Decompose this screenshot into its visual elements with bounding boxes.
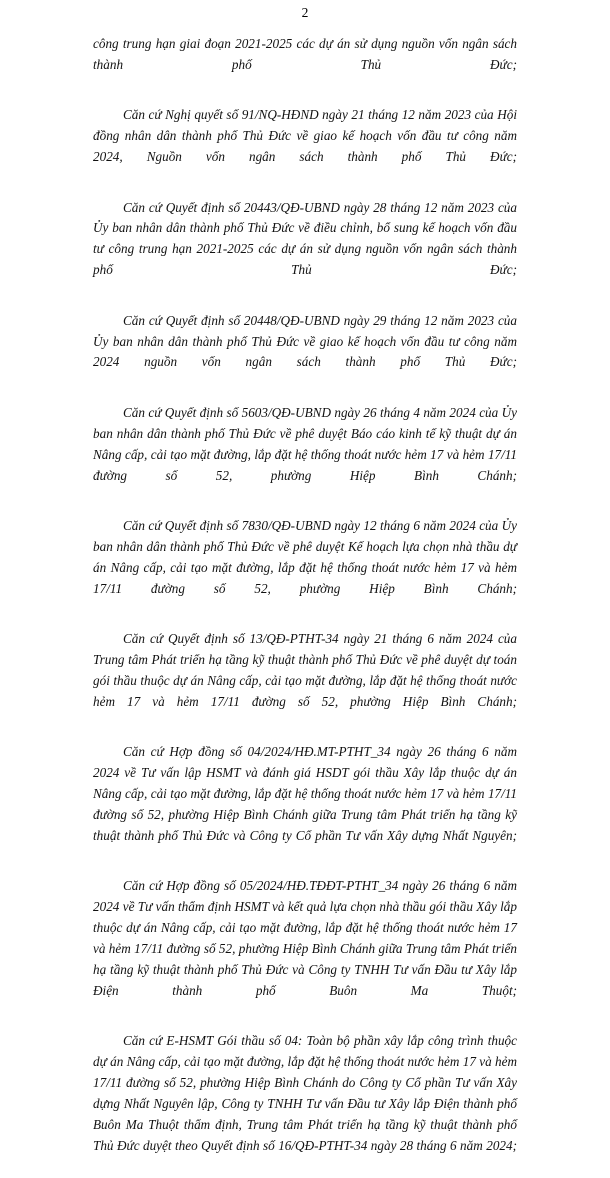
paragraph-quyet-dinh-20443: Căn cứ Quyết định số 20443/QĐ-UBND ngày 28 tháng 12 năm 2023 của Ủy ban nhân dân thành phố Thủ Đức về điều chỉnh, bổ sung kế hoạch vốn đầu tư công trung hạn 2021-2025 các dự án sử dụng nguồn vốn ngân sách thành phố Thủ Đức;: [93, 199, 517, 278]
paragraph-quyet-dinh-20448: Căn cứ Quyết định số 20448/QĐ-UBND ngày 29 tháng 12 năm 2023 của Ủy ban nhân dân thành phố Thủ Đức về giao kế hoạch vốn đầu tư công năm 2024 nguồn vốn ngân sách thành phố Thủ Đức;: [93, 312, 517, 370]
paragraph-ehsmt-goi-thau-04: Căn cứ E-HSMT Gói thầu số 04: Toàn bộ phần xây lắp công trình thuộc dự án Nâng cấp, cải tạo mặt đường, lắp đặt hệ thống thoát nước hẻm 17 và hẻm 17/11 đường số 52, phường Hiệp Bình Chánh do Công ty Cổ phần Tư vấn Xây dựng Nhất Nguyên lập, Công ty TNHH Tư vấn Đầu tư Xây lắp Điện thành phố Buôn Ma Thuột thẩm định, Trung tâm Phát triển hạ tầng kỹ thuật thành phố Thủ Đức duyệt theo Quyết định số 16/QĐ-PTHT-34 ngày 28 tháng 6 năm 2024;: [93, 1033, 517, 1153]
paragraph-hop-dong-05: Căn cứ Hợp đồng số 05/2024/HĐ.TĐĐT-PTHT_34 ngày 26 tháng 6 năm 2024 về Tư vấn thẩm định HSMT và kết quả lựa chọn nhà thầu gói thầu Xây lắp thuộc dự án Nâng cấp, cải tạo mặt đường, lắp đặt hệ thống thoát nước hẻm 17 và hẻm 17/11 đường số 52, phường Hiệp Bình Chánh giữa Trung tâm Phát triển hạ tầng kỹ thuật thành phố Thủ Đức và Công ty TNHH Tư vấn Đầu tư Xây lắp Điện thành phố Buôn Ma Thuột;: [93, 878, 517, 998]
paragraph-quyet-dinh-7830: Căn cứ Quyết định số 7830/QĐ-UBND ngày 12 tháng 6 năm 2024 của Ủy ban nhân dân thành phố Thủ Đức về phê duyệt Kế hoạch lựa chọn nhà thầu dự án Nâng cấp, cải tạo mặt đường, lắp đặt hệ thống thoát nước hẻm 17 và hẻm 17/11 đường số 52, phường Hiệp Bình Chánh;: [93, 518, 517, 596]
paragraph-continued-mid-term-plan: công trung hạn giai đoạn 2021-2025 các dự án sử dụng nguồn vốn ngân sách thành phố Thủ Đức;: [93, 36, 517, 72]
paragraph-hop-dong-04: Căn cứ Hợp đồng số 04/2024/HĐ.MT-PTHT_34 ngày 26 tháng 6 năm 2024 về Tư vấn lập HSMT và đánh giá HSDT gói thầu Xây lắp thuộc dự án Nâng cấp, cải tạo mặt đường, lắp đặt hệ thống thoát nước hẻm 17 và hẻm 17/11 đường số 52, phường Hiệp Bình Chánh giữa Trung tâm Phát triển hạ tầng kỹ thuật thành phố Thủ Đức và Công ty Cổ phần Tư vấn Xây dựng Nhất Nguyên;: [93, 744, 517, 843]
document-body: [93, 34, 517, 1178]
paragraph-quyet-dinh-13-ptht: Căn cứ Quyết định số 13/QĐ-PTHT-34 ngày 21 tháng 6 năm 2024 của Trung tâm Phát triển hạ tầng kỹ thuật thành phố Thủ Đức về phê duyệt dự toán gói thầu thuộc dự án Nâng cấp, cải tạo mặt đường, lắp đặt hệ thống thoát nước hẻm 17 và hẻm 17/11 đường số 52, phường Hiệp Bình Chánh;: [93, 631, 517, 709]
paragraph-nghi-quyet-91: Căn cứ Nghị quyết số 91/NQ-HĐND ngày 21 tháng 12 năm 2023 của Hội đồng nhân dân thành phố Thủ Đức về giao kế hoạch vốn đầu tư công năm 2024, Nguồn vốn ngân sách thành phố Thủ Đức;: [93, 107, 517, 165]
page-number: 2: [301, 5, 309, 20]
paragraph-quyet-dinh-5603: Căn cứ Quyết định số 5603/QĐ-UBND ngày 26 tháng 4 năm 2024 của Ủy ban nhân dân thành phố Thủ Đức về phê duyệt Báo cáo kinh tế kỹ thuật dự án Nâng cấp, cải tạo mặt đường, lắp đặt hệ thống thoát nước hẻm 17 và hẻm 17/11 đường số 52, phường Hiệp Bình Chánh;: [93, 404, 517, 483]
